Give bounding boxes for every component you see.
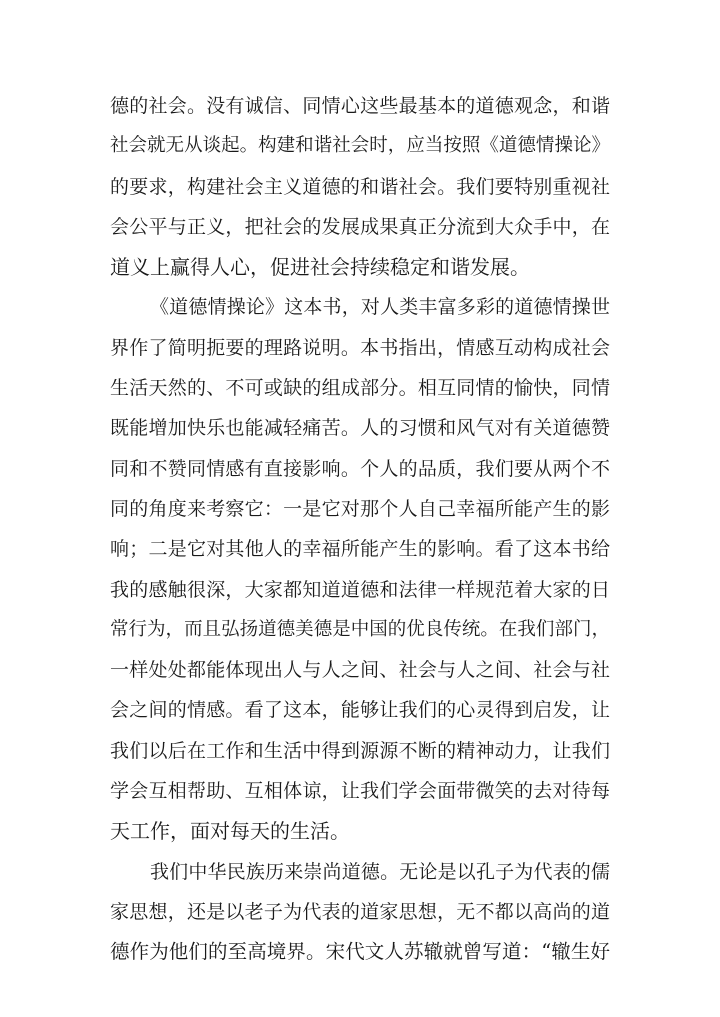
text-line: 响；二是它对其他人的幸福所能产生的影响。看了这本书给 (110, 538, 610, 561)
text-line: 天工作，面对每天的生活。 (110, 819, 350, 844)
text-line: 我们以后在工作和生活中得到源源不断的精神动力，让我们 (110, 739, 610, 762)
text-line: 我的感触很深，大家都知道道德和法律一样规范着大家的日 (110, 578, 610, 601)
text-line: 社会就无从谈起。构建和谐社会时，应当按照《道德情操论》 (110, 135, 610, 157)
text-line: 德作为他们的至高境界。宋代文人苏辙就曾写道：“辙生好 (110, 940, 610, 964)
text-line: 会公平与正义，把社会的发展成果真正分流到大众手中，在 (110, 215, 610, 238)
text-line: 德的社会。没有诚信、同情心这些最基本的道德观念，和谐 (110, 95, 610, 117)
text-line: 一样处处都能体现出人与人之间、社会与人之间、社会与社 (110, 659, 610, 682)
text-line: 既能增加快乐也能减轻痛苦。人的习惯和风气对有关道德赞 (110, 417, 610, 440)
text-line: 道义上赢得人心，促进社会持续稳定和谐发展。 (110, 255, 530, 280)
text-line: 《道德情操论》这本书，对人类丰富多彩的道德情操世 (150, 296, 610, 319)
text-line: 常行为，而且弘扬道德美德是中国的优良传统。在我们部门， (110, 618, 610, 640)
text-line: 家思想，还是以老子为代表的道家思想，无不都以高尚的道 (110, 900, 610, 923)
body-text (110, 86, 610, 973)
text-line: 生活天然的、不可或缺的组成部分。相互同情的愉快，同情 (110, 377, 610, 400)
text-line: 同的角度来考察它：一是它对那个人自己幸福所能产生的影 (110, 497, 610, 520)
text-line: 会之间的情感。看了这本，能够让我们的心灵得到启发，让 (110, 699, 610, 722)
text-line: 同和不赞同情感有直接影响。个人的品质，我们要从两个不 (110, 457, 610, 480)
text-line: 的要求，构建社会主义道德的和谐社会。我们要特别重视社 (110, 175, 610, 198)
text-line: 我们中华民族历来崇尚道德。无论是以孔子为代表的儒 (150, 860, 610, 883)
text-line: 学会互相帮助、互相体谅，让我们学会面带微笑的去对待每 (110, 780, 610, 803)
text-line: 界作了简明扼要的理路说明。本书指出，情感互动构成社会 (110, 336, 610, 359)
